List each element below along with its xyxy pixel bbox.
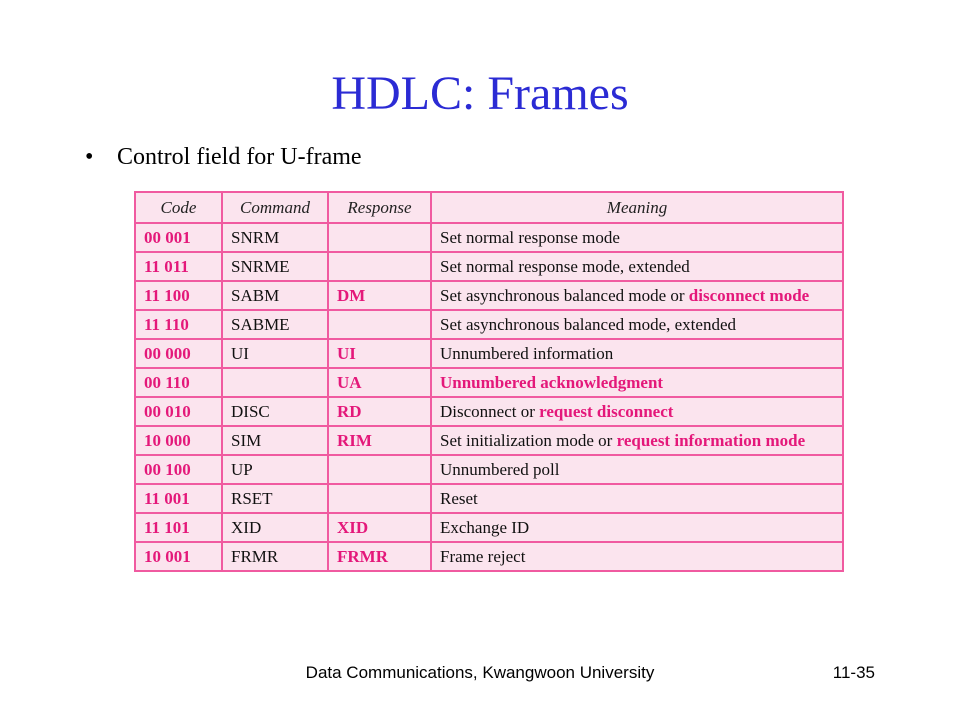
cell-code-text: 11 001 (144, 488, 190, 508)
u-frame-control-table (134, 191, 844, 572)
cell-command-text: SIM (231, 430, 262, 450)
cell-command-text: UP (231, 459, 253, 479)
cell-command-text: XID (231, 517, 262, 537)
table-row (135, 397, 843, 426)
meaning-text: Set initialization mode or (440, 430, 617, 450)
meaning-text: Set normal response mode, extended (440, 256, 690, 276)
cell-command-text: FRMR (231, 546, 279, 566)
meaning-text: Reset (440, 488, 478, 508)
cell-code-text: 00 100 (144, 459, 191, 479)
table-row (135, 310, 843, 339)
cell-command (222, 368, 328, 397)
cell-response (328, 368, 431, 397)
table-row (135, 281, 843, 310)
cell-meaning (431, 426, 843, 455)
cell-command (222, 513, 328, 542)
cell-meaning (431, 281, 843, 310)
cell-meaning (431, 339, 843, 368)
cell-response (328, 397, 431, 426)
cell-response-text: XID (337, 517, 369, 537)
cell-command (222, 484, 328, 513)
cell-response-text: FRMR (337, 546, 388, 566)
meaning-text: Set asynchronous balanced mode, extended (440, 314, 736, 334)
table-row (135, 513, 843, 542)
cell-code (135, 513, 222, 542)
meaning-highlight: disconnect mode (688, 285, 810, 305)
cell-code-text: 00 010 (144, 401, 191, 421)
cell-response-text: RIM (337, 430, 372, 450)
meaning-text: Set asynchronous balanced mode or (440, 285, 689, 305)
header-code: Code (135, 192, 222, 223)
meaning-highlight: request information mode (616, 430, 806, 450)
cell-response (328, 426, 431, 455)
cell-code (135, 339, 222, 368)
cell-meaning (431, 223, 843, 252)
cell-code (135, 252, 222, 281)
cell-code-text: 11 100 (144, 285, 190, 305)
table-row (135, 223, 843, 252)
cell-command (222, 542, 328, 571)
meaning-text: Exchange ID (440, 517, 530, 537)
meaning-text: Frame reject (440, 546, 526, 566)
cell-command-text: RSET (231, 488, 273, 508)
cell-command (222, 426, 328, 455)
table-row (135, 339, 843, 368)
cell-response (328, 513, 431, 542)
cell-code-text: 11 101 (144, 517, 190, 537)
table-row (135, 252, 843, 281)
cell-code-text: 00 001 (144, 227, 191, 247)
cell-command-text: UI (231, 343, 249, 363)
cell-response (328, 252, 431, 281)
meaning-highlight: request disconnect (539, 401, 674, 421)
cell-code (135, 223, 222, 252)
meaning-highlight: Unnumbered acknowledgment (440, 372, 664, 392)
cell-code (135, 426, 222, 455)
cell-code-text: 11 011 (144, 256, 189, 276)
cell-command (222, 455, 328, 484)
cell-command-text: SABME (231, 314, 290, 334)
meaning-text: Disconnect or (440, 401, 540, 421)
cell-command-text: SABM (231, 285, 280, 305)
cell-code (135, 281, 222, 310)
table-header-row (135, 192, 843, 223)
footer-course: Data Communications, Kwangwoon University (305, 663, 655, 682)
cell-response-text: UA (337, 372, 362, 392)
cell-response (328, 484, 431, 513)
cell-response-text: DM (337, 285, 366, 305)
slide-title: HDLC: Frames (331, 67, 629, 120)
cell-meaning (431, 397, 843, 426)
cell-command (222, 223, 328, 252)
meaning-text: Unnumbered information (440, 343, 614, 363)
cell-meaning (431, 368, 843, 397)
bullet-item (85, 142, 362, 172)
cell-response (328, 281, 431, 310)
table-row (135, 368, 843, 397)
cell-command (222, 397, 328, 426)
cell-meaning (431, 513, 843, 542)
header-meaning: Meaning (431, 192, 843, 223)
cell-command (222, 339, 328, 368)
header-command: Command (222, 192, 328, 223)
table-row (135, 484, 843, 513)
cell-code-text: 11 110 (144, 314, 189, 334)
cell-code-text: 10 001 (144, 546, 191, 566)
cell-response-text: UI (337, 343, 356, 363)
cell-command (222, 281, 328, 310)
cell-code-text: 00 000 (144, 343, 191, 363)
cell-code (135, 455, 222, 484)
bullet-text: Control field for U-frame (117, 144, 362, 170)
table-row (135, 455, 843, 484)
cell-command-text: DISC (231, 401, 270, 421)
cell-command-text: SNRM (231, 227, 280, 247)
cell-response (328, 310, 431, 339)
cell-command (222, 252, 328, 281)
header-response: Response (328, 192, 431, 223)
cell-response (328, 223, 431, 252)
cell-meaning (431, 310, 843, 339)
bullet-dot-icon: • (85, 144, 94, 170)
cell-code (135, 397, 222, 426)
cell-code-text: 10 000 (144, 430, 191, 450)
cell-response (328, 339, 431, 368)
cell-code-text: 00 110 (144, 372, 190, 392)
cell-response-text: RD (337, 401, 362, 421)
cell-command (222, 310, 328, 339)
cell-response (328, 455, 431, 484)
cell-meaning (431, 484, 843, 513)
meaning-text: Unnumbered poll (440, 459, 560, 479)
cell-meaning (431, 252, 843, 281)
cell-command-text: SNRME (231, 256, 290, 276)
cell-meaning (431, 542, 843, 571)
cell-code (135, 368, 222, 397)
cell-meaning (431, 455, 843, 484)
footer-page-number: 11-35 (832, 663, 875, 682)
table-row (135, 542, 843, 571)
cell-code (135, 310, 222, 339)
cell-code (135, 484, 222, 513)
meaning-text: Set normal response mode (440, 227, 620, 247)
cell-response (328, 542, 431, 571)
table-row (135, 426, 843, 455)
cell-code (135, 542, 222, 571)
